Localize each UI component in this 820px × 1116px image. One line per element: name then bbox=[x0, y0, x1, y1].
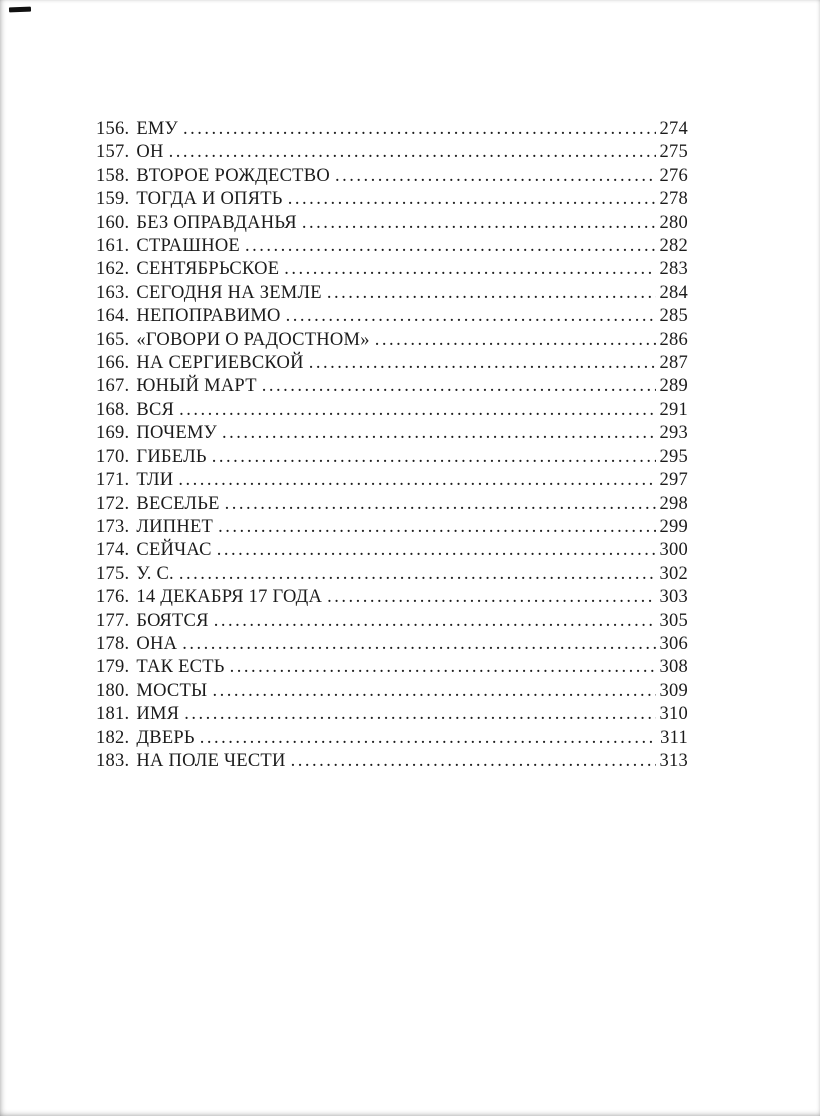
dot-leader bbox=[327, 282, 656, 305]
entry-title: ПОЧЕМУ bbox=[136, 423, 218, 444]
toc-entry bbox=[96, 446, 688, 469]
entry-title: ГИБЕЛЬ bbox=[136, 446, 207, 467]
entry-number: 171. bbox=[96, 470, 130, 491]
entry-page: 291 bbox=[659, 399, 688, 420]
entry-number: 177. bbox=[96, 610, 130, 631]
dot-leader bbox=[245, 235, 656, 258]
entry-number: 183. bbox=[96, 750, 130, 771]
toc-entry bbox=[96, 188, 688, 211]
dot-leader bbox=[262, 375, 656, 398]
dot-leader bbox=[212, 680, 655, 703]
toc-entry bbox=[96, 656, 688, 679]
entry-page: 306 bbox=[659, 633, 688, 654]
toc-entry bbox=[96, 212, 688, 235]
dot-leader bbox=[214, 610, 656, 633]
toc-entry bbox=[96, 399, 688, 422]
dot-leader bbox=[218, 516, 655, 539]
entry-page: 305 bbox=[659, 610, 688, 631]
entry-title: ОНА bbox=[136, 633, 178, 654]
entry-page: 298 bbox=[659, 493, 688, 514]
entry-title: ТАК ЕСТЬ bbox=[136, 657, 225, 678]
entry-title: СЕНТЯБРЬСКОЕ bbox=[136, 259, 280, 280]
entry-number: 167. bbox=[96, 376, 130, 397]
dot-leader bbox=[286, 305, 656, 328]
toc-entry bbox=[96, 141, 688, 164]
entry-number: 178. bbox=[96, 633, 130, 654]
entry-number: 164. bbox=[96, 306, 130, 327]
toc-entry bbox=[96, 633, 688, 656]
entry-page: 293 bbox=[659, 423, 688, 444]
dot-leader bbox=[375, 329, 656, 352]
entry-number: 168. bbox=[96, 399, 130, 420]
entry-number: 180. bbox=[96, 680, 130, 701]
toc-entry bbox=[96, 750, 688, 773]
entry-number: 179. bbox=[96, 657, 130, 678]
entry-number: 158. bbox=[96, 165, 130, 186]
entry-number: 169. bbox=[96, 423, 130, 444]
entry-page: 302 bbox=[659, 563, 688, 584]
toc-entry bbox=[96, 258, 688, 281]
dot-leader bbox=[327, 586, 655, 609]
entry-page: 299 bbox=[659, 516, 688, 537]
table-of-contents bbox=[96, 118, 688, 773]
dot-leader bbox=[284, 258, 655, 281]
dot-leader bbox=[230, 656, 656, 679]
entry-number: 161. bbox=[96, 236, 130, 257]
dot-leader bbox=[302, 212, 656, 235]
entry-title: «ГОВОРИ О РАДОСТНОМ» bbox=[136, 329, 370, 350]
entry-title: ИМЯ bbox=[136, 704, 180, 725]
toc-entry bbox=[96, 352, 688, 375]
entry-page: 313 bbox=[659, 750, 688, 771]
toc-entry bbox=[96, 516, 688, 539]
dot-leader bbox=[179, 399, 655, 422]
entry-page: 300 bbox=[659, 540, 688, 561]
entry-title: ЮНЫЙ МАРТ bbox=[136, 376, 257, 397]
entry-title: НЕПОПРАВИМО bbox=[136, 306, 281, 327]
dot-leader bbox=[217, 539, 656, 562]
toc-entry bbox=[96, 422, 688, 445]
entry-page: 275 bbox=[659, 142, 688, 163]
entry-title: ВТОРОЕ РОЖДЕСТВО bbox=[136, 165, 330, 186]
entry-number: 170. bbox=[96, 446, 130, 467]
entry-title: ТОГДА И ОПЯТЬ bbox=[136, 189, 283, 210]
toc-entry bbox=[96, 165, 688, 188]
dot-leader bbox=[212, 446, 656, 469]
entry-title: СЕЙЧАС bbox=[136, 540, 212, 561]
toc-entry bbox=[96, 563, 688, 586]
dot-leader bbox=[183, 118, 656, 141]
toc-entry bbox=[96, 282, 688, 305]
entry-number: 162. bbox=[96, 259, 130, 280]
entry-page: 295 bbox=[659, 446, 688, 467]
toc-entry bbox=[96, 610, 688, 633]
entry-page: 282 bbox=[659, 236, 688, 257]
dot-leader bbox=[225, 493, 656, 516]
entry-page: 309 bbox=[659, 680, 688, 701]
entry-number: 175. bbox=[96, 563, 130, 584]
dot-leader bbox=[169, 141, 656, 164]
entry-page: 278 bbox=[659, 189, 688, 210]
dot-leader bbox=[335, 165, 656, 188]
entry-page: 297 bbox=[659, 470, 688, 491]
entry-number: 181. bbox=[96, 704, 130, 725]
entry-number: 172. bbox=[96, 493, 130, 514]
dot-leader bbox=[291, 750, 656, 773]
entry-title: ОН bbox=[136, 142, 164, 163]
entry-number: 166. bbox=[96, 353, 130, 374]
entry-number: 174. bbox=[96, 540, 130, 561]
entry-page: 289 bbox=[659, 376, 688, 397]
entry-page: 276 bbox=[659, 165, 688, 186]
entry-title: БОЯТСЯ bbox=[136, 610, 209, 631]
dot-leader bbox=[222, 422, 655, 445]
toc-entry bbox=[96, 727, 688, 750]
entry-number: 159. bbox=[96, 189, 130, 210]
entry-page: 311 bbox=[660, 727, 688, 748]
entry-page: 280 bbox=[659, 212, 688, 233]
entry-page: 303 bbox=[659, 587, 688, 608]
entry-title: БЕЗ ОПРАВДАНЬЯ bbox=[136, 212, 297, 233]
entry-title: ДВЕРЬ bbox=[136, 727, 195, 748]
dot-leader bbox=[184, 703, 655, 726]
entry-title: ВЕСЕЛЬЕ bbox=[136, 493, 220, 514]
entry-title: НА ПОЛЕ ЧЕСТИ bbox=[136, 750, 286, 771]
toc-entry bbox=[96, 118, 688, 141]
entry-title: У. С. bbox=[136, 563, 174, 584]
entry-page: 287 bbox=[659, 353, 688, 374]
toc-entry bbox=[96, 680, 688, 703]
entry-page: 285 bbox=[659, 306, 688, 327]
dot-leader bbox=[178, 469, 655, 492]
entry-title: 14 ДЕКАБРЯ 17 ГОДА bbox=[136, 587, 323, 608]
dot-leader bbox=[200, 727, 656, 750]
toc-entry bbox=[96, 469, 688, 492]
entry-title: ЛИПНЕТ bbox=[136, 516, 214, 537]
entry-page: 308 bbox=[659, 657, 688, 678]
entry-title: ТЛИ bbox=[136, 470, 174, 491]
entry-title: СЕГОДНЯ НА ЗЕМЛЕ bbox=[136, 282, 322, 303]
entry-page: 283 bbox=[659, 259, 688, 280]
toc-entry bbox=[96, 305, 688, 328]
entry-page: 274 bbox=[659, 119, 688, 139]
entry-number: 160. bbox=[96, 212, 130, 233]
entry-page: 286 bbox=[659, 329, 688, 350]
entry-title: МОСТЫ bbox=[136, 680, 208, 701]
entry-number: 156. bbox=[96, 119, 130, 139]
entry-number: 157. bbox=[96, 142, 130, 163]
scan-artifact bbox=[9, 7, 31, 13]
toc-entry bbox=[96, 703, 688, 726]
entry-page: 310 bbox=[659, 704, 688, 725]
entry-title: ВСЯ bbox=[136, 399, 175, 420]
toc-entry bbox=[96, 375, 688, 398]
toc-entry bbox=[96, 235, 688, 258]
dot-leader bbox=[182, 633, 655, 656]
dot-leader bbox=[309, 352, 656, 375]
dot-leader bbox=[288, 188, 656, 211]
toc-entry bbox=[96, 539, 688, 562]
entry-number: 173. bbox=[96, 516, 130, 537]
entry-title: ЕМУ bbox=[136, 119, 178, 139]
entry-title: СТРАШНОЕ bbox=[136, 236, 240, 257]
dot-leader bbox=[179, 563, 656, 586]
entry-page: 284 bbox=[659, 282, 688, 303]
entry-number: 176. bbox=[96, 587, 130, 608]
entry-number: 182. bbox=[96, 727, 130, 748]
entry-number: 165. bbox=[96, 329, 130, 350]
toc-entry bbox=[96, 586, 688, 609]
toc-entry bbox=[96, 329, 688, 352]
entry-title: НА СЕРГИЕВСКОЙ bbox=[136, 353, 304, 374]
entry-number: 163. bbox=[96, 282, 130, 303]
toc-entry bbox=[96, 493, 688, 516]
